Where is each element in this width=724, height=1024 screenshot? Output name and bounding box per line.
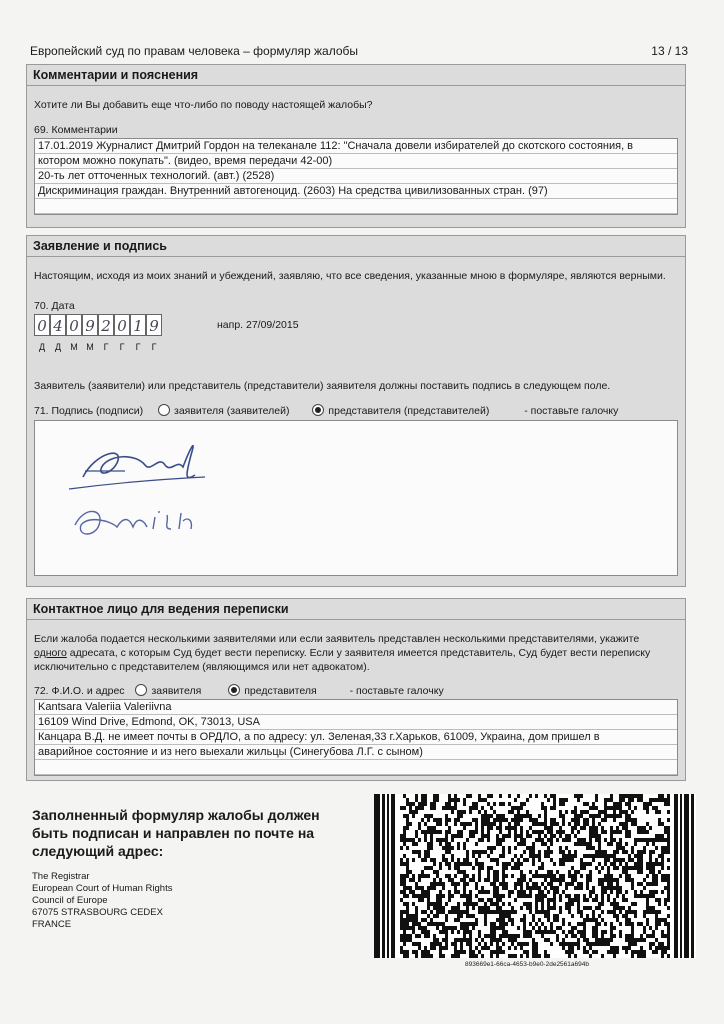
form-title: Европейский суд по правам человека – формуляр жалобы <box>30 44 359 58</box>
address-line: Council of Europe <box>32 895 108 906</box>
date-letter: Г <box>151 342 157 352</box>
radio-label: заявителя <box>151 685 202 697</box>
comment-line <box>35 199 677 214</box>
radio-label: представителя (представителей) <box>328 405 490 417</box>
radio-circle[interactable] <box>158 404 170 416</box>
radio-circle-selected[interactable] <box>228 684 240 696</box>
date-digit: 9 <box>82 314 98 336</box>
date-digit: 9 <box>146 314 162 336</box>
address-line <box>35 760 677 775</box>
signature-options <box>34 404 674 417</box>
signature-box[interactable] <box>34 420 678 576</box>
barcode-image <box>374 794 696 958</box>
page-number: 13 / 13 <box>651 44 688 58</box>
date-letter: Г <box>119 342 125 352</box>
signer-note: Заявитель (заявители) или представитель (представители) заявителя должны поставить подпись в следующем поле. <box>34 380 611 392</box>
instruction-line: следующий адрес: <box>32 843 164 859</box>
comment-line: 17.01.2019 Журналист Дмитрий Гордон на телеканале 112: "Сначала довели избирателей до скотского состояния, в <box>35 139 677 154</box>
address-line: 67075 STRASBOURG CEDEX <box>32 907 163 918</box>
date-letter: Г <box>135 342 141 352</box>
page-header <box>30 44 688 58</box>
radio-circle[interactable] <box>135 684 147 696</box>
radio-representative[interactable] <box>312 405 489 417</box>
radio-applicant[interactable] <box>135 685 201 697</box>
signature-label: 71. Подпись (подписи) <box>34 405 144 417</box>
date-example: напр. 27/09/2015 <box>217 319 299 331</box>
date-format-letters <box>34 342 162 352</box>
statement-section <box>26 235 686 587</box>
date-letter: М <box>70 342 78 352</box>
address-line: European Court of Human Rights <box>32 883 173 894</box>
contact-text-2-rest: адресата, с которым Суд будет вести переписку. Если у заявителя имеется представитель, Суд будет вести переписку <box>66 647 651 659</box>
address-line: Канцара В.Д. не имеет почты в ОРДЛО, а по адресу: ул. Зеленая,33 г.Харьков, 61009, Украина, дом пришел в <box>35 730 677 745</box>
contact-field-label: 72. Ф.И.О. и адрес <box>34 685 125 697</box>
signature-image <box>55 425 355 565</box>
date-digit: 0 <box>66 314 82 336</box>
date-letter: Г <box>103 342 109 352</box>
date-digit: 0 <box>114 314 130 336</box>
contact-title: Контактное лицо для ведения переписки <box>27 599 685 620</box>
address-line: FRANCE <box>32 919 72 930</box>
comments-field-label: 69. Комментарии <box>34 124 118 136</box>
date-digit: 0 <box>34 314 50 336</box>
instruction-line: Заполненный формуляр жалобы должен <box>32 807 320 823</box>
radio-representative[interactable] <box>228 685 316 697</box>
contact-text-3: исключительно с представителем (являющимся или нет адвокатом). <box>34 661 370 673</box>
address-line: Kantsara Valeriia Valeriivna <box>35 700 677 715</box>
date-letter: Д <box>54 342 62 352</box>
comment-line: 20-ть лет отточенных технологий. (авт.) (2528) <box>35 169 677 184</box>
emphasis-one: одного <box>34 647 67 659</box>
date-digit: 2 <box>98 314 114 336</box>
pdf417-barcode <box>374 794 696 958</box>
date-letter: М <box>86 342 94 352</box>
instruction-line: быть подписан и направлен по почте на <box>32 825 315 841</box>
date-digit: 1 <box>130 314 146 336</box>
address-line: 16109 Wind Drive, Edmond, OK, 73013, USA <box>35 715 677 730</box>
contact-options <box>34 684 444 697</box>
radio-label: заявителя (заявителей) <box>174 405 290 417</box>
date-field[interactable] <box>34 314 162 336</box>
comments-textarea[interactable] <box>34 138 678 215</box>
radio-applicant[interactable] <box>158 405 290 417</box>
comments-title: Комментарии и пояснения <box>27 65 685 86</box>
date-letter: Д <box>38 342 46 352</box>
radio-label: представителя <box>244 685 317 697</box>
comment-line: Дискриминация граждан. Внутренний автогеноцид. (2603) На средства цивилизованных стран. (97) <box>35 184 677 199</box>
contact-address-box[interactable] <box>34 699 678 776</box>
statement-title: Заявление и подпись <box>27 236 685 257</box>
address-line: аварийное состояние и из него выехали жильцы (Синегубова Л.Г. с сыном) <box>35 745 677 760</box>
date-label: 70. Дата <box>34 300 75 312</box>
tick-note: - поставьте галочку <box>349 685 444 697</box>
contact-section <box>26 598 686 781</box>
mailing-instruction <box>32 806 352 860</box>
barcode-id: 893669e1-66ca-4653-b9e0-2de2561a694b <box>465 961 589 968</box>
court-address <box>32 871 172 931</box>
comment-line: котором можно покупать". (видео, время передачи 42-00) <box>35 154 677 169</box>
comments-section <box>26 64 686 228</box>
radio-circle-selected[interactable] <box>312 404 324 416</box>
contact-text-1: Если жалоба подается несколькими заявителями или если заявитель представлен несколькими представителями, укажите <box>34 633 640 645</box>
contact-text-2 <box>34 647 650 659</box>
date-digit: 4 <box>50 314 66 336</box>
tick-note: - поставьте галочку <box>524 405 619 417</box>
statement-text: Настоящим, исходя из моих знаний и убеждений, заявляю, что все сведения, указанные мною в формуляре, являются верными. <box>34 270 666 282</box>
address-line: The Registrar <box>32 871 90 882</box>
comments-question: Хотите ли Вы добавить еще что-либо по поводу настоящей жалобы? <box>34 99 373 111</box>
